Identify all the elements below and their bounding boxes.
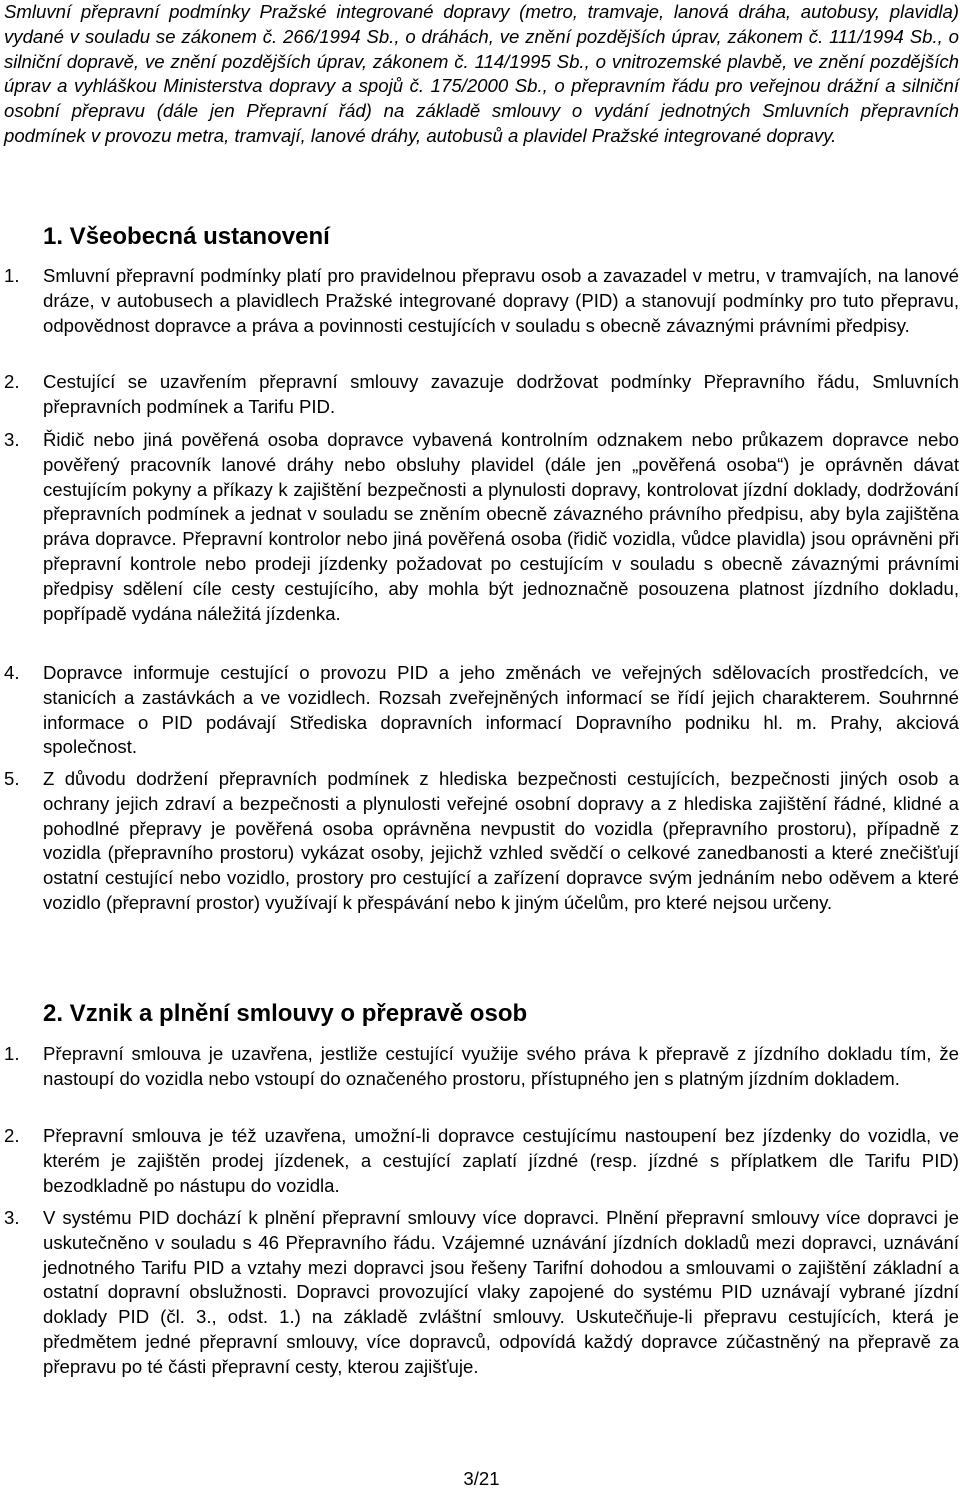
item-number: 1. [4, 1043, 20, 1064]
section-1-item-4 [4, 661, 959, 760]
item-number: 4. [4, 662, 20, 683]
section-1-item-1 [4, 264, 959, 338]
item-text: Přepravní smlouva je uzavřena, jestliže cestující využije svého práva k přepravě z jízdního dokladu tím, že nastoupí do vozidla nebo vstoupí do označeného prostoru, přístupného jen s platným jízdním dokladem. [43, 1043, 959, 1089]
item-number: 3. [4, 1207, 20, 1228]
intro-paragraph: Smluvní přepravní podmínky Pražské integrované dopravy (metro, tramvaje, lanová dráha, autobusy, plavidla) vydané v souladu se zákonem č. 266/1994 Sb., o dráhách, ve znění pozdějších úprav, zákonem č. 111/1994 Sb., o silniční dopravě, ve znění pozdějších úprav, zákonem č. 114/1995 Sb., o vnitrozemské plavbě, ve znění pozdějších úprav a vyhláškou Ministerstva dopravy a spojů č. 175/2000 Sb., o přepravním řádu pro veřejnou drážní a silniční osobní přepravu (dále jen Přepravní řád) na základě smlouvy o vydání jednotných Smluvních přepravních podmínek v provozu metra, tramvají, lanové dráhy, autobusů a plavidel Pražské integrované dopravy. [4, 1, 959, 146]
section-2-item-1 [4, 1042, 959, 1092]
section-1-item-5 [4, 767, 959, 916]
section-2-item-3 [4, 1206, 959, 1380]
item-number: 2. [4, 371, 20, 392]
item-number: 2. [4, 1125, 20, 1146]
page-total: 21 [478, 1468, 500, 1489]
section-1-heading: 1. Všeobecná ustanovení [43, 223, 330, 250]
item-text: Dopravce informuje cestující o provozu PID a jeho změnách ve veřejných sdělovacích prostředcích, ve stanicích a zastávkách a ve vozidlech. Rozsah zveřejněných informací se řídí jejich charakterem. Souhrnné informace o PID podávají Střediska dopravních informací Dopravního podniku hl. m. Prahy, akciová společnost. [43, 662, 959, 758]
item-text: Přepravní smlouva je též uzavřena, umožní-li dopravce cestujícímu nastoupení bez jízdenky do vozidla, ve kterém je zajištěn prodej jízdenek, a cestující zaplatí jízdné (resp. jízdné s příplatkem dle Tarifu PID) bezodkladně po nástupu do vozidla. [43, 1125, 959, 1196]
section-2-heading: 2. Vznik a plnění smlouvy o přepravě osob [43, 1000, 528, 1027]
section-2-item-2 [4, 1124, 959, 1198]
item-number: 5. [4, 768, 20, 789]
section-1-item-2 [4, 370, 959, 420]
section-1-item-3 [4, 428, 959, 626]
item-text: V systému PID dochází k plnění přepravní smlouvy více dopravci. Plnění přepravní smlouvy více dopravci je uskutečněno v souladu s 46 Přepravního řádu. Vzájemné uznávání jízdních dokladů mezi dopravci, uznávání jednotného Tarifu PID a vztahy mezi dopravci jsou řešeny Tarifní dohodou a smlouvami o zajištění základní a ostatní dopravní obslužnosti. Dopravci provozující vlaky zapojené do systému PID uznávají vybrané jízdní doklady PID (čl. 3., odst. 1.) na základě zvláštní smlouvy. Uskutečňuje-li přepravu cestujících, která je předmětem jedné přepravní smlouvy, více dopravců, odpovídá každý dopravce zúčastněný na přepravě za přepravu po té části přepravní cesty, kterou zajišťuje. [43, 1207, 959, 1377]
item-text: Z důvodu dodržení přepravních podmínek z hlediska bezpečnosti cestujících, bezpečnosti jiných osob a ochrany jejich zdraví a bezpečnosti a plynulosti veřejné osobní dopravy a z hlediska zajištění řádné, klidné a pohodlné přepravy je pověřená osoba oprávněna nevpustit do vozidla (přepravního prostoru), případně z vozidla (přepravního prostoru) vykázat osoby, jejichž vzhled svědčí o celkové zanedbanosti a které znečišťují ostatní cestující nebo vozidlo, prostory pro cestující a zařízení dopravce svým jednáním nebo oděvem a které vozidlo (přepravní prostor) využívají k přespávání nebo k jiným účelům, pro které nejsou určeny. [43, 768, 959, 913]
item-number: 1. [4, 265, 20, 286]
page-current: 3 [463, 1468, 474, 1489]
item-text: Smluvní přepravní podmínky platí pro pravidelnou přepravu osob a zavazadel v metru, v tramvajích, na lanové dráze, v autobusech a plavidlech Pražské integrované dopravy (PID) a stanovují podmínky pro tuto přepravu, odpovědnost dopravce a práva a povinnosti cestujících v souladu s obecně závaznými právními předpisy. [43, 265, 959, 336]
page-number: 3/21 [0, 1468, 960, 1490]
item-number: 3. [4, 429, 20, 450]
item-text: Cestující se uzavřením přepravní smlouvy zavazuje dodržovat podmínky Přepravního řádu, Smluvních přepravních podmínek a Tarifu PID. [43, 371, 959, 417]
item-text: Řidič nebo jiná pověřená osoba dopravce vybavená kontrolním odznakem nebo průkazem dopravce nebo pověřený pracovník lanové dráhy nebo obsluhy plavidel (dále jen „pověřená osoba“) je oprávněn dávat cestujícím pokyny a příkazy k zajištění bezpečnosti a plynulosti dopravy, kontrolovat jízdní doklady, dodržování přepravních podmínek a jednat v souladu se zněním obecně závazného právního předpisu, aby byla zajištěna práva dopravce. Přepravní kontrolor nebo jiná pověřená osoba (řidič vozidla, vůdce plavidla) jsou oprávněni při přepravní kontrole nebo prodeji jízdenky požadovat po cestujícím v souladu s obecně závaznými právními předpisy sdělení cíle cesty cestujícího, aby mohla být jednoznačně posouzena platnost jízdního dokladu, popřípadě vydána náležitá jízdenka. [43, 429, 959, 624]
